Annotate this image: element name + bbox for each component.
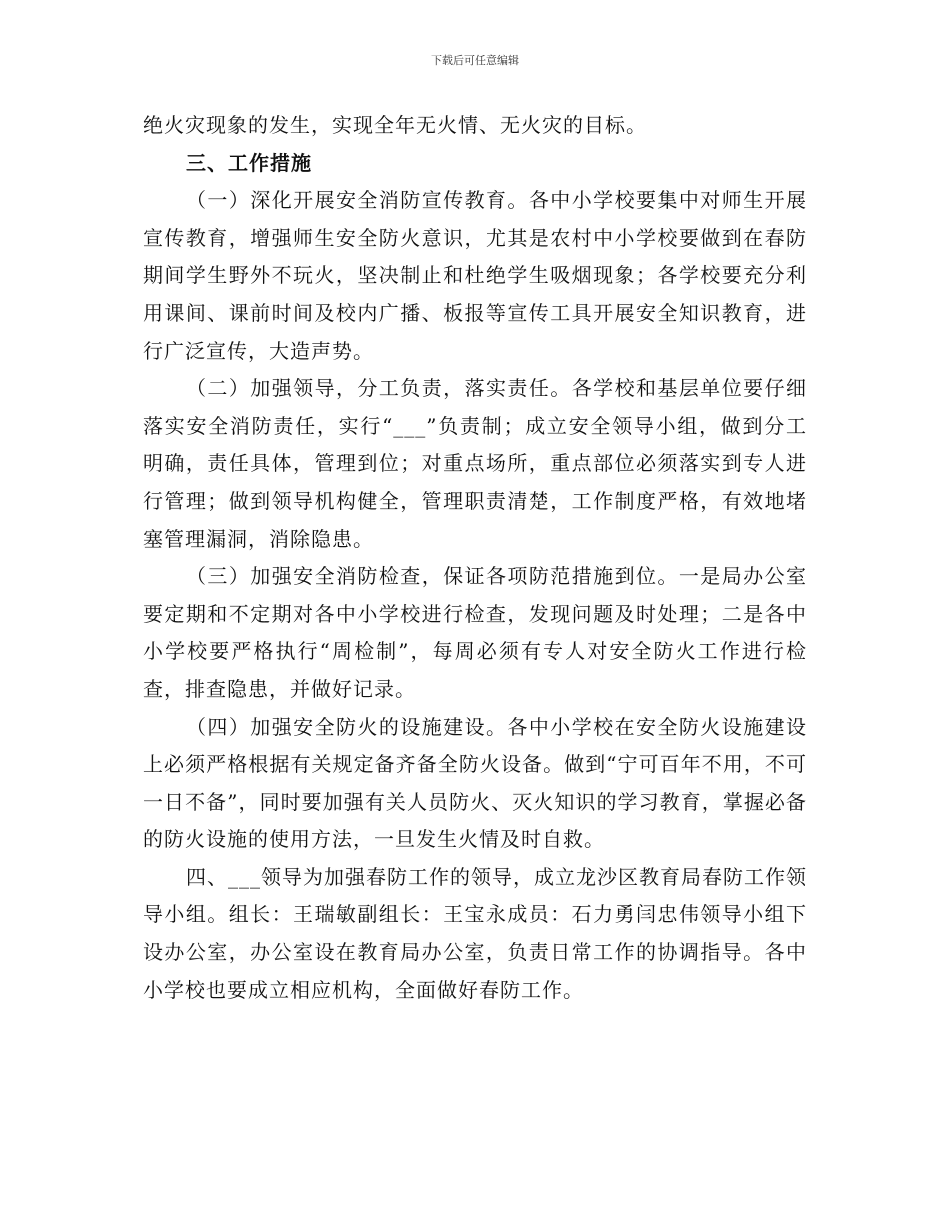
paragraph-measure-2: （二）加强领导，分工负责，落实责任。各学校和基层单位要仔细落实安全消防责任，实行“___”负责制；成立安全领导小组，做到分工明确，责任具体，管理到位；对重点场所，重点部位必须落实到专人进行管理；做到领导机构健全，管理职责清楚，工作制度严格，有效地堵塞管理漏洞，消除隐患。 <box>143 376 807 551</box>
section-heading-work-measures: 三、工作措施 <box>186 150 312 175</box>
document-body <box>143 107 807 1009</box>
paragraph-measure-1: （一）深化开展安全消防宣传教育。各中小学校要集中对师生开展宣传教育，增强师生安全防火意识，尤其是农村中小学校要做到在春防期间学生野外不玩火，坚决制止和杜绝学生吸烟现象；各学校要充分利用课间、课前时间及校内广播、板报等宣传工具开展安全知识教育，进行广泛宣传，大造声势。 <box>143 188 807 363</box>
paragraph-measure-3: （三）加强安全消防检查，保证各项防范措施到位。一是局办公室要定期和不定期对各中小学校进行检查，发现问题及时处理；二是各中小学校要严格执行“周检制”，每周必须有专人对安全防火工作进行检查，排查隐患，并做好记录。 <box>143 564 807 701</box>
paragraph-section-4-leadership: 四、___领导为加强春防工作的领导，成立龙沙区教育局春防工作领导小组。组长：王瑞敏副组长：王宝永成员：石力勇闫忠伟领导小组下设办公室，办公室设在教育局办公室，负责日常工作的协调指导。各中小学校也要成立相应机构，全面做好春防工作。 <box>143 864 807 1002</box>
page-header: 下载后可任意编辑 <box>431 54 519 67</box>
paragraph-measure-4: （四）加强安全防火的设施建设。各中小学校在安全防火设施建设上必须严格根据有关规定备齐备全防火设备。做到“宁可百年不用，不可一日不备”，同时要加强有关人员防火、灭火知识的学习教育，掌握必备的防火设施的使用方法，一旦发生火情及时自救。 <box>143 714 807 852</box>
paragraph-continuation: 绝火灾现象的发生，实现全年无火情、无火灾的目标。 <box>143 113 647 137</box>
